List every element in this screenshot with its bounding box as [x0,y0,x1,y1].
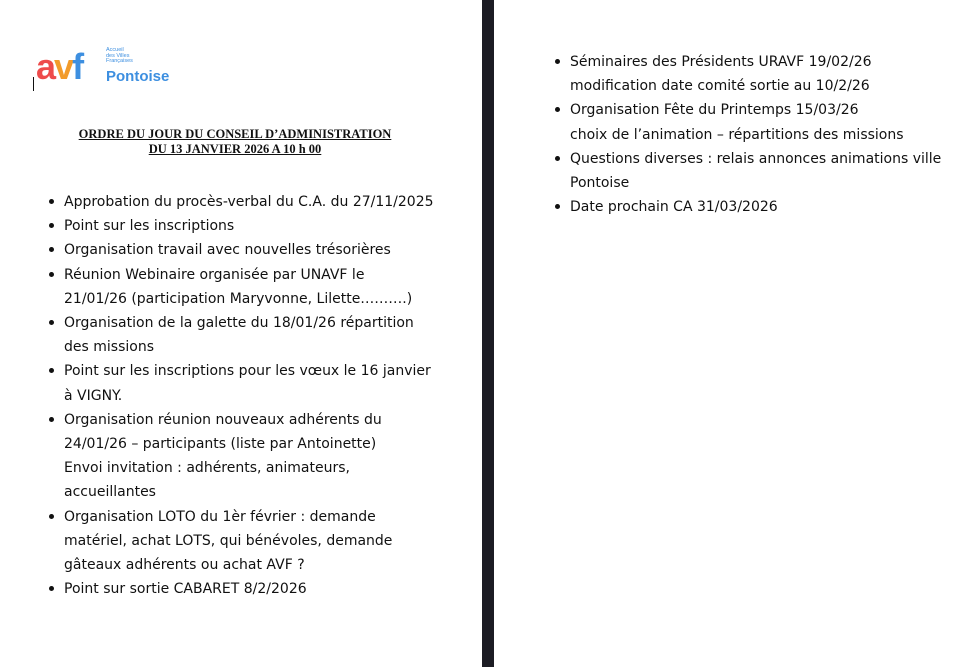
logo-tagline-line3: Françaises [106,58,133,64]
agenda-item [46,214,446,238]
agenda-list-left [46,190,446,601]
agenda-item-line: choix de l’animation – répartitions des missions [570,126,904,143]
agenda-item-line: modification date comité sortie au 10/2/26 [570,78,870,95]
agenda-item-line: Organisation LOTO du 1èr février : demande [64,508,376,525]
logo-mark [36,46,83,87]
agenda-item-line: accueillantes [64,484,156,501]
agenda-item-line: des missions [64,339,154,356]
avf-logo [36,48,186,88]
agenda-item-line: gâteaux adhérents ou achat AVF ? [64,557,305,574]
agenda-item [552,147,952,195]
agenda-item-line: Organisation réunion nouveaux adhérents du [64,411,382,428]
text-cursor [33,77,34,91]
agenda-item [552,98,952,146]
page-gutter [482,0,494,667]
agenda-item-line: Pontoise [570,175,630,192]
agenda-item-line: Questions diverses : relais annonces animations ville [570,150,942,167]
logo-letter-f: f [72,46,83,87]
agenda-item-line: 24/01/26 – participants (liste par Antoinette) [64,436,377,453]
agenda-title [30,127,440,157]
agenda-list-right [552,50,952,219]
agenda-item [46,505,446,578]
agenda-item-line: Réunion Webinaire organisée par UNAVF le [64,266,365,283]
agenda-item-line: Approbation du procès-verbal du C.A. du 27/11/2025 [64,194,434,210]
agenda-item-line: Organisation travail avec nouvelles trésorières [64,242,391,259]
agenda-item [46,408,446,505]
logo-tagline-line2: des Villes [106,52,130,59]
agenda-item-line: Organisation Fête du Printemps 15/03/26 [570,102,859,119]
logo-letter-v: v [54,46,73,87]
logo-letter-a: a [36,46,55,87]
agenda-item [46,263,446,311]
agenda-item [46,190,446,214]
agenda-item [46,577,446,601]
logo-tagline-line1: Accueil [106,47,124,53]
agenda-item-line: Organisation de la galette du 18/01/26 répartition [64,315,414,332]
agenda-item [552,50,952,98]
agenda-item-line: Envoi invitation : adhérents, animateurs, [64,460,350,477]
agenda-title-line2: DU 13 JANVIER 2026 A 10 h 00 [148,142,322,156]
logo-city: Pontoise [106,68,170,85]
agenda-item-line: Date prochain CA 31/03/2026 [570,199,778,216]
agenda-item-line: à VIGNY. [64,387,123,404]
agenda-item [46,359,446,407]
agenda-item-line: 21/01/26 (participation Maryvonne, Lilette……….) [64,290,413,307]
agenda-item [552,195,952,219]
agenda-item-line: matériel, achat LOTS, qui bénévoles, demande [64,532,393,549]
agenda-item-line: Point sur sortie CABARET 8/2/2026 [64,581,307,598]
agenda-item [46,311,446,359]
agenda-item-line: Point sur les inscriptions pour les vœux le 16 janvier [64,363,431,380]
agenda-title-line1: ORDRE DU JOUR DU CONSEIL D’ADMINISTRATION [78,127,392,141]
agenda-item-line: Point sur les inscriptions [64,218,235,235]
agenda-item-line: Séminaires des Présidents URAVF 19/02/26 [570,54,872,70]
agenda-item [46,238,446,262]
logo-tagline [106,48,166,65]
